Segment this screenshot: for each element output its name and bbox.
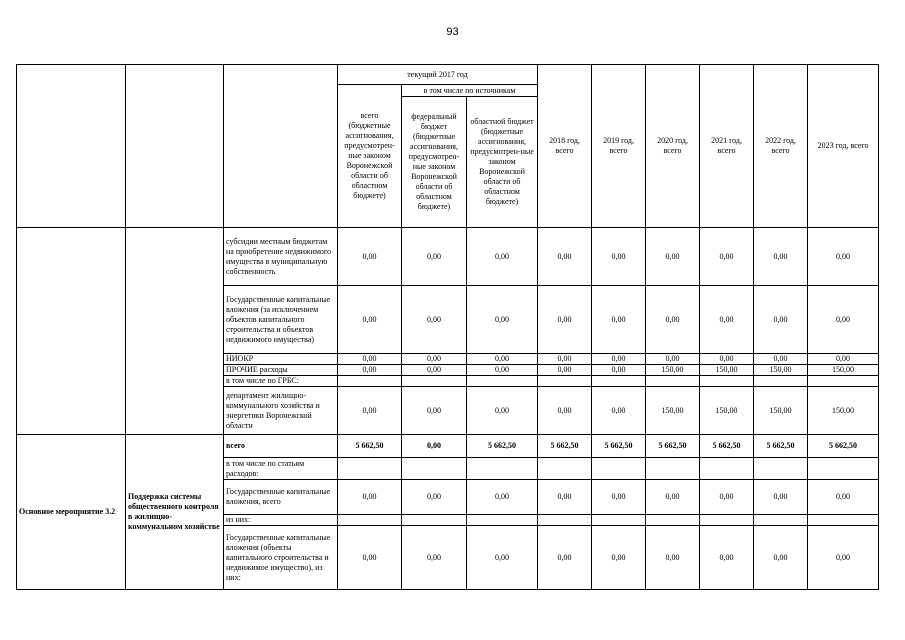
value-cell: 0,00 bbox=[538, 480, 592, 515]
value-cell: 0,00 bbox=[754, 526, 808, 590]
value-cell: 0,00 bbox=[754, 286, 808, 354]
empty-cell bbox=[17, 228, 126, 435]
value-cell: 0,00 bbox=[754, 228, 808, 286]
value-cell: 0,00 bbox=[402, 387, 467, 435]
value-cell: 0,00 bbox=[700, 354, 754, 365]
page-number: 93 bbox=[446, 26, 459, 38]
value-cell: 0,00 bbox=[538, 365, 592, 376]
value-cell: 0,00 bbox=[338, 526, 402, 590]
empty-cell bbox=[808, 458, 879, 480]
value-cell: 150,00 bbox=[754, 387, 808, 435]
empty-cell bbox=[338, 458, 402, 480]
value-cell: 0,00 bbox=[808, 526, 879, 590]
value-cell: 0,00 bbox=[646, 480, 700, 515]
value-cell: 5 662,50 bbox=[700, 435, 754, 458]
value-cell: 0,00 bbox=[338, 354, 402, 365]
value-cell: 150,00 bbox=[646, 365, 700, 376]
value-cell: 0,00 bbox=[402, 286, 467, 354]
empty-cell bbox=[338, 376, 402, 387]
value-cell: 0,00 bbox=[808, 480, 879, 515]
value-cell: 0,00 bbox=[754, 354, 808, 365]
empty-cell bbox=[467, 458, 538, 480]
value-cell: 5 662,50 bbox=[467, 435, 538, 458]
value-cell: 0,00 bbox=[592, 354, 646, 365]
header-2018: 2018 год, всего bbox=[538, 65, 592, 228]
table-row bbox=[17, 435, 879, 458]
value-cell: 0,00 bbox=[646, 526, 700, 590]
header-federal: федеральный бюджет (бюджетные ассигнования, предусмотрен-ные законом Воронежской области об областном бюджете) bbox=[402, 97, 467, 228]
value-cell: 0,00 bbox=[467, 365, 538, 376]
value-cell: 0,00 bbox=[402, 354, 467, 365]
empty-cell bbox=[754, 458, 808, 480]
empty-cell bbox=[592, 376, 646, 387]
measure-name: Поддержка системы общественного контроля в жилищно-коммунальном хозяйстве bbox=[126, 435, 224, 590]
empty-cell bbox=[402, 376, 467, 387]
empty-cell bbox=[592, 458, 646, 480]
empty-cell bbox=[646, 376, 700, 387]
value-cell: 5 662,50 bbox=[754, 435, 808, 458]
value-cell: 0,00 bbox=[646, 228, 700, 286]
value-cell: 0,00 bbox=[538, 354, 592, 365]
value-cell: 0,00 bbox=[592, 526, 646, 590]
value-cell: 0,00 bbox=[402, 480, 467, 515]
value-cell: 0,00 bbox=[538, 286, 592, 354]
empty-cell bbox=[592, 515, 646, 526]
row-label: в том числе по ГРБС: bbox=[224, 376, 338, 387]
value-cell: 5 662,50 bbox=[592, 435, 646, 458]
value-cell: 0,00 bbox=[700, 228, 754, 286]
value-cell: 0,00 bbox=[592, 387, 646, 435]
value-cell: 5 662,50 bbox=[338, 435, 402, 458]
value-cell: 0,00 bbox=[338, 365, 402, 376]
value-cell: 0,00 bbox=[538, 526, 592, 590]
value-cell: 0,00 bbox=[538, 387, 592, 435]
value-cell: 0,00 bbox=[592, 286, 646, 354]
empty-cell bbox=[646, 458, 700, 480]
header-empty-1 bbox=[17, 65, 126, 228]
value-cell: 0,00 bbox=[402, 365, 467, 376]
value-cell: 0,00 bbox=[467, 354, 538, 365]
value-cell: 5 662,50 bbox=[646, 435, 700, 458]
empty-cell bbox=[700, 515, 754, 526]
value-cell: 0,00 bbox=[467, 387, 538, 435]
value-cell: 0,00 bbox=[700, 286, 754, 354]
empty-cell bbox=[646, 515, 700, 526]
empty-cell bbox=[126, 228, 224, 435]
value-cell: 0,00 bbox=[646, 286, 700, 354]
empty-cell bbox=[338, 515, 402, 526]
header-empty-2 bbox=[126, 65, 224, 228]
header-2022: 2022 год, всего bbox=[754, 65, 808, 228]
value-cell: 0,00 bbox=[402, 526, 467, 590]
empty-cell bbox=[754, 515, 808, 526]
row-label: Государственные капитальные вложения (объекты капитального строительства и недвижимое имущество), из них: bbox=[224, 526, 338, 590]
header-sources: в том числе по источникам bbox=[402, 85, 538, 97]
value-cell: 0,00 bbox=[808, 286, 879, 354]
value-cell: 0,00 bbox=[467, 286, 538, 354]
value-cell: 150,00 bbox=[646, 387, 700, 435]
row-label: из них: bbox=[224, 515, 338, 526]
empty-cell bbox=[467, 515, 538, 526]
value-cell: 0,00 bbox=[592, 480, 646, 515]
value-cell: 0,00 bbox=[646, 354, 700, 365]
value-cell: 150,00 bbox=[700, 387, 754, 435]
empty-cell bbox=[808, 376, 879, 387]
value-cell: 5 662,50 bbox=[808, 435, 879, 458]
empty-cell bbox=[538, 458, 592, 480]
header-2020: 2020 год, всего bbox=[646, 65, 700, 228]
empty-cell bbox=[538, 376, 592, 387]
value-cell: 150,00 bbox=[808, 387, 879, 435]
value-cell: 150,00 bbox=[808, 365, 879, 376]
row-label: всего bbox=[224, 435, 338, 458]
header-2021: 2021 год, всего bbox=[700, 65, 754, 228]
header-regional: областной бюджет (бюджетные ассигнования, предусмотрен-ные законом Воронежской области об областном бюджете) bbox=[467, 97, 538, 228]
row-label: в том числе по статьям расходов: bbox=[224, 458, 338, 480]
value-cell: 150,00 bbox=[754, 365, 808, 376]
empty-cell bbox=[467, 376, 538, 387]
value-cell: 0,00 bbox=[592, 365, 646, 376]
empty-cell bbox=[402, 458, 467, 480]
value-cell: 0,00 bbox=[592, 228, 646, 286]
empty-cell bbox=[402, 515, 467, 526]
value-cell: 0,00 bbox=[467, 526, 538, 590]
empty-cell bbox=[808, 515, 879, 526]
empty-cell bbox=[754, 376, 808, 387]
value-cell: 0,00 bbox=[402, 435, 467, 458]
empty-cell bbox=[700, 458, 754, 480]
budget-table bbox=[16, 64, 879, 590]
value-cell: 0,00 bbox=[338, 387, 402, 435]
value-cell: 0,00 bbox=[700, 480, 754, 515]
value-cell: 0,00 bbox=[402, 228, 467, 286]
row-label: субсидии местным бюджетам на приобретение недвижимого имущества в муниципальную собственность bbox=[224, 228, 338, 286]
header-empty-3 bbox=[224, 65, 338, 228]
row-label: НИОКР bbox=[224, 354, 338, 365]
row-label: Государственные капитальные вложения, всего bbox=[224, 480, 338, 515]
row-label: Государственные капитальные вложения (за исключением объектов капитального строительства и объектов недвижимого имущества) bbox=[224, 286, 338, 354]
value-cell: 0,00 bbox=[700, 526, 754, 590]
measure-code: Основное мероприятие 3.2 bbox=[17, 435, 126, 590]
empty-cell bbox=[538, 515, 592, 526]
value-cell: 0,00 bbox=[808, 354, 879, 365]
value-cell: 5 662,50 bbox=[538, 435, 592, 458]
value-cell: 0,00 bbox=[754, 480, 808, 515]
row-label: ПРОЧИЕ расходы bbox=[224, 365, 338, 376]
value-cell: 0,00 bbox=[467, 480, 538, 515]
table-row bbox=[17, 228, 879, 286]
value-cell: 0,00 bbox=[338, 480, 402, 515]
value-cell: 150,00 bbox=[700, 365, 754, 376]
value-cell: 0,00 bbox=[538, 228, 592, 286]
value-cell: 0,00 bbox=[338, 286, 402, 354]
empty-cell bbox=[700, 376, 754, 387]
header-current-year: текущий 2017 год bbox=[338, 65, 538, 85]
header-total: всего (бюджетные ассигнования, предусмотрен-ные законом Воронежской области об областном бюджете) bbox=[338, 85, 402, 228]
header-2023: 2023 год, всего bbox=[808, 65, 879, 228]
value-cell: 0,00 bbox=[808, 228, 879, 286]
row-label: департамент жилищно-коммунального хозяйства и энергетики Воронежской области bbox=[224, 387, 338, 435]
header-2019: 2019 год, всего bbox=[592, 65, 646, 228]
header-row-1 bbox=[17, 65, 879, 85]
value-cell: 0,00 bbox=[467, 228, 538, 286]
value-cell: 0,00 bbox=[338, 228, 402, 286]
